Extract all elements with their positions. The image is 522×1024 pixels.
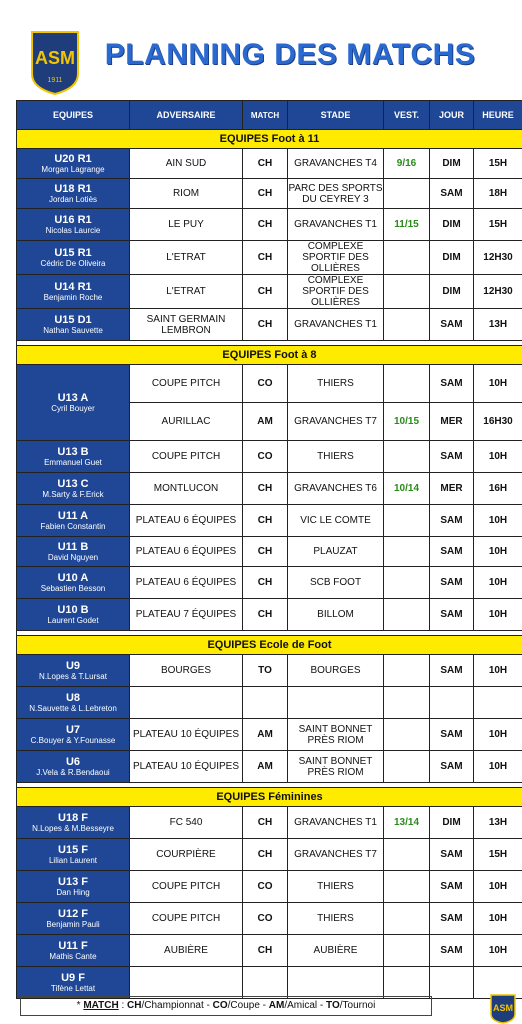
stadium-cell: GRAVANCHES T1 — [288, 807, 384, 839]
table-row — [17, 505, 522, 537]
coach-name: N.Lopes & M.Besseyre — [32, 823, 114, 833]
table-row — [17, 935, 522, 967]
team-cell — [17, 567, 130, 599]
team-name: U15 D1 — [54, 313, 92, 326]
coach-name: Sebastien Besson — [40, 583, 106, 593]
match-type-cell: CH — [243, 935, 288, 967]
coach-name: Nicolas Laurcie — [45, 225, 101, 235]
opponent-cell: L'ETRAT — [130, 241, 243, 275]
stadium-cell: PLAUZAT — [288, 537, 384, 567]
col-match: MATCH — [243, 101, 288, 130]
day-cell: SAM — [430, 903, 474, 935]
match-type-cell: AM — [243, 751, 288, 783]
match-type-cell: AM — [243, 719, 288, 751]
coach-name: Laurent Godet — [47, 615, 99, 625]
day-cell: SAM — [430, 567, 474, 599]
day-cell: SAM — [430, 179, 474, 209]
team-name: U8 — [65, 691, 81, 704]
match-type-cell: CO — [243, 365, 288, 403]
coach-name: Tifène Lettat — [50, 983, 96, 993]
section-label: EQUIPES Foot à 8 — [17, 346, 522, 365]
coach-name: Dan Hing — [56, 887, 90, 897]
table-row — [17, 719, 522, 751]
team-name: U20 R1 — [54, 152, 92, 165]
stadium-cell: THIERS — [288, 365, 384, 403]
club-logo-small — [490, 994, 516, 1024]
opponent-cell: LE PUY — [130, 209, 243, 241]
table-row — [17, 275, 522, 309]
vest-cell — [384, 839, 430, 871]
team-name: U13 A — [57, 391, 89, 404]
vest-cell — [384, 871, 430, 903]
vest-cell — [384, 505, 430, 537]
opponent-cell: PLATEAU 6 ÉQUIPES — [130, 505, 243, 537]
coach-name: Jordan Lotiès — [48, 194, 98, 204]
team-name: U7 — [65, 723, 81, 736]
stadium-cell: COMPLEXE SPORTIF DES OLLIÈRES — [288, 241, 384, 275]
day-cell: DIM — [430, 275, 474, 309]
coach-name: C.Bouyer & Y.Founasse — [30, 735, 116, 745]
match-type-cell: CH — [243, 807, 288, 839]
opponent-cell: COUPE PITCH — [130, 903, 243, 935]
vest-cell: 13/14 — [384, 807, 430, 839]
time-cell: 15H — [474, 209, 522, 241]
section-label: EQUIPES Foot à 11 — [17, 130, 522, 149]
day-cell: SAM — [430, 719, 474, 751]
coach-name: Cédric De Oliveira — [40, 258, 106, 268]
table-row — [17, 179, 522, 209]
vest-cell — [384, 935, 430, 967]
opponent-cell: SAINT GERMAIN LEMBRON — [130, 309, 243, 341]
match-type-cell: CH — [243, 275, 288, 309]
day-cell: MER — [430, 403, 474, 441]
time-cell: 10H — [474, 871, 522, 903]
match-type-cell: CH — [243, 537, 288, 567]
time-cell — [474, 687, 522, 719]
time-cell: 13H — [474, 807, 522, 839]
team-name: U9 F — [61, 971, 85, 984]
table-row — [17, 687, 522, 719]
table-row — [17, 567, 522, 599]
team-name: U18 F — [58, 811, 88, 824]
time-cell: 13H — [474, 309, 522, 341]
logo-text: ASM — [35, 48, 75, 68]
table-row — [17, 441, 522, 473]
table-row — [17, 365, 522, 403]
day-cell: SAM — [430, 655, 474, 687]
team-name: U11 F — [58, 939, 88, 952]
match-type-cell — [243, 687, 288, 719]
coach-name: Nathan Sauvette — [43, 325, 103, 335]
vest-cell — [384, 537, 430, 567]
opponent-cell: MONTLUCON — [130, 473, 243, 505]
stadium-cell: GRAVANCHES T7 — [288, 403, 384, 441]
team-name: U11 A — [57, 509, 89, 522]
match-type-cell: CH — [243, 599, 288, 631]
stadium-cell: THIERS — [288, 903, 384, 935]
section-label: EQUIPES Féminines — [17, 788, 522, 807]
team-name: U14 R1 — [54, 280, 92, 293]
stadium-cell: BOURGES — [288, 655, 384, 687]
stadium-cell: GRAVANCHES T7 — [288, 839, 384, 871]
coach-name: Lilian Laurent — [48, 855, 98, 865]
time-cell: 10H — [474, 903, 522, 935]
stadium-cell — [288, 687, 384, 719]
team-cell — [17, 903, 130, 935]
team-name: U15 F — [58, 843, 88, 856]
col-stade: STADE — [288, 101, 384, 130]
stadium-cell: THIERS — [288, 871, 384, 903]
header-row — [17, 101, 522, 130]
day-cell — [430, 967, 474, 999]
stadium-cell — [288, 967, 384, 999]
svg-text:ASM: ASM — [493, 1003, 513, 1013]
vest-cell: 9/16 — [384, 149, 430, 179]
match-type-cell: AM — [243, 403, 288, 441]
match-type-cell: CO — [243, 903, 288, 935]
table-row — [17, 599, 522, 631]
table-row — [17, 655, 522, 687]
team-name: U18 R1 — [54, 182, 92, 195]
team-cell — [17, 871, 130, 903]
team-name: U16 R1 — [54, 213, 92, 226]
page-title: PLANNING DES MATCHS — [104, 38, 476, 71]
team-cell — [17, 537, 130, 567]
vest-cell — [384, 179, 430, 209]
coach-name: Emmanuel Guet — [44, 457, 102, 467]
coach-name: Benjamin Roche — [43, 292, 103, 302]
time-cell: 12H30 — [474, 241, 522, 275]
day-cell: SAM — [430, 537, 474, 567]
opponent-cell: COUPE PITCH — [130, 441, 243, 473]
table-row — [17, 967, 522, 999]
col-vest: VEST. — [384, 101, 430, 130]
day-cell: SAM — [430, 871, 474, 903]
table-row — [17, 241, 522, 275]
col-equipes: EQUIPES — [17, 101, 130, 130]
stadium-cell: AUBIÈRE — [288, 935, 384, 967]
team-cell — [17, 179, 130, 209]
opponent-cell: PLATEAU 10 ÉQUIPES — [130, 751, 243, 783]
vest-cell — [384, 309, 430, 341]
stadium-cell: SCB FOOT — [288, 567, 384, 599]
match-type-cell: CO — [243, 441, 288, 473]
opponent-cell: AUBIÈRE — [130, 935, 243, 967]
opponent-cell — [130, 967, 243, 999]
vest-cell — [384, 719, 430, 751]
day-cell: SAM — [430, 599, 474, 631]
opponent-cell: PLATEAU 10 ÉQUIPES — [130, 719, 243, 751]
team-name: U9 — [65, 659, 81, 672]
stadium-cell: VIC LE COMTE — [288, 505, 384, 537]
table-row — [17, 807, 522, 839]
match-type-cell: CH — [243, 505, 288, 537]
opponent-cell — [130, 687, 243, 719]
col-jour: JOUR — [430, 101, 474, 130]
vest-cell — [384, 241, 430, 275]
time-cell: 15H — [474, 839, 522, 871]
table-row — [17, 309, 522, 341]
coach-name: David Nguyen — [47, 552, 99, 562]
table-row — [17, 473, 522, 505]
col-heure: HEURE — [474, 101, 522, 130]
match-type-cell: CH — [243, 209, 288, 241]
team-cell — [17, 209, 130, 241]
team-name: U13 B — [57, 445, 89, 458]
team-cell — [17, 751, 130, 783]
team-name: U10 A — [57, 571, 89, 584]
day-cell: SAM — [430, 751, 474, 783]
time-cell: 15H — [474, 149, 522, 179]
team-cell — [17, 473, 130, 505]
team-cell — [17, 505, 130, 537]
team-cell — [17, 275, 130, 309]
section-header-row — [17, 130, 522, 149]
opponent-cell: BOURGES — [130, 655, 243, 687]
vest-cell: 11/15 — [384, 209, 430, 241]
time-cell: 16H — [474, 473, 522, 505]
time-cell: 10H — [474, 567, 522, 599]
team-name: U13 F — [58, 875, 88, 888]
team-cell — [17, 149, 130, 179]
coach-name: Cyril Bouyer — [51, 403, 95, 413]
day-cell — [430, 687, 474, 719]
coach-name: N.Lopes & T.Lursat — [39, 671, 107, 681]
section-label: EQUIPES Ecole de Foot — [17, 636, 522, 655]
vest-cell — [384, 275, 430, 309]
opponent-cell: COUPE PITCH — [130, 871, 243, 903]
table-row — [17, 871, 522, 903]
vest-cell — [384, 599, 430, 631]
day-cell: DIM — [430, 807, 474, 839]
logo-year: 1911 — [47, 77, 63, 84]
team-cell — [17, 599, 130, 631]
time-cell: 10H — [474, 537, 522, 567]
opponent-cell: COUPE PITCH — [130, 365, 243, 403]
stadium-cell: SAINT BONNET PRÈS RIOM — [288, 751, 384, 783]
stadium-cell: GRAVANCHES T1 — [288, 209, 384, 241]
vest-cell — [384, 903, 430, 935]
opponent-cell: PLATEAU 6 ÉQUIPES — [130, 567, 243, 599]
team-cell — [17, 687, 130, 719]
team-name: U15 R1 — [54, 246, 92, 259]
day-cell: DIM — [430, 209, 474, 241]
match-legend: * MATCH : CH/Championnat - CO/Coupe - AM/Amical - TO/Tournoi — [20, 996, 432, 1016]
day-cell: DIM — [430, 149, 474, 179]
match-type-cell: CH — [243, 179, 288, 209]
table-row — [17, 149, 522, 179]
team-cell — [17, 935, 130, 967]
team-cell — [17, 309, 130, 341]
team-cell — [17, 365, 130, 441]
match-type-cell: CH — [243, 473, 288, 505]
opponent-cell: AURILLAC — [130, 403, 243, 441]
vest-cell — [384, 687, 430, 719]
time-cell: 10H — [474, 719, 522, 751]
time-cell: 16H30 — [474, 403, 522, 441]
section-header-row — [17, 346, 522, 365]
schedule-table — [16, 100, 522, 999]
match-type-cell: CH — [243, 839, 288, 871]
opponent-cell: PLATEAU 7 ÉQUIPES — [130, 599, 243, 631]
team-cell — [17, 241, 130, 275]
opponent-cell: PLATEAU 6 ÉQUIPES — [130, 537, 243, 567]
stadium-cell: SAINT BONNET PRÈS RIOM — [288, 719, 384, 751]
time-cell: 12H30 — [474, 275, 522, 309]
time-cell: 10H — [474, 751, 522, 783]
team-cell — [17, 807, 130, 839]
day-cell: MER — [430, 473, 474, 505]
stadium-cell: THIERS — [288, 441, 384, 473]
section-header-row — [17, 788, 522, 807]
team-cell — [17, 719, 130, 751]
coach-name: J.Vela & R.Bendaoui — [36, 767, 110, 777]
team-cell — [17, 839, 130, 871]
coach-name: Fabien Constantin — [40, 521, 106, 531]
club-logo — [30, 30, 80, 96]
vest-cell — [384, 441, 430, 473]
team-cell — [17, 441, 130, 473]
day-cell: SAM — [430, 309, 474, 341]
table-row — [17, 751, 522, 783]
opponent-cell: L'ETRAT — [130, 275, 243, 309]
day-cell: SAM — [430, 935, 474, 967]
opponent-cell: AIN SUD — [130, 149, 243, 179]
time-cell: 18H — [474, 179, 522, 209]
day-cell: SAM — [430, 839, 474, 871]
team-name: U12 F — [58, 907, 88, 920]
team-name: U13 C — [57, 477, 89, 490]
team-name: U11 B — [57, 540, 89, 553]
vest-cell: 10/15 — [384, 403, 430, 441]
table-row — [17, 903, 522, 935]
table-row — [17, 839, 522, 871]
opponent-cell: FC 540 — [130, 807, 243, 839]
coach-name: Benjamin Pauli — [46, 919, 100, 929]
time-cell: 10H — [474, 935, 522, 967]
time-cell: 10H — [474, 655, 522, 687]
coach-name: Mathis Cante — [49, 951, 97, 961]
stadium-cell: PARC DES SPORTS DU CEYREY 3 — [288, 179, 384, 209]
day-cell: DIM — [430, 241, 474, 275]
day-cell: SAM — [430, 505, 474, 537]
vest-cell — [384, 655, 430, 687]
opponent-cell: COURPIÈRE — [130, 839, 243, 871]
match-type-cell — [243, 967, 288, 999]
team-name: U10 B — [57, 603, 89, 616]
time-cell: 10H — [474, 505, 522, 537]
section-header-row — [17, 636, 522, 655]
vest-cell: 10/14 — [384, 473, 430, 505]
vest-cell — [384, 967, 430, 999]
coach-name: Morgan Lagrange — [41, 164, 105, 174]
stadium-cell: BILLOM — [288, 599, 384, 631]
stadium-cell: GRAVANCHES T4 — [288, 149, 384, 179]
time-cell: 10H — [474, 599, 522, 631]
match-type-cell: CO — [243, 871, 288, 903]
day-cell: SAM — [430, 365, 474, 403]
coach-name: N.Sauvette & L.Lebreton — [29, 703, 117, 713]
vest-cell — [384, 751, 430, 783]
stadium-cell: COMPLEXE SPORTIF DES OLLIÈRES — [288, 275, 384, 309]
match-type-cell: TO — [243, 655, 288, 687]
opponent-cell: RIOM — [130, 179, 243, 209]
match-type-cell: CH — [243, 149, 288, 179]
day-cell: SAM — [430, 441, 474, 473]
table-row — [17, 209, 522, 241]
coach-name: M.Sarty & F.Erick — [42, 489, 104, 499]
col-adversaire: ADVERSAIRE — [130, 101, 243, 130]
team-cell — [17, 967, 130, 999]
stadium-cell: GRAVANCHES T6 — [288, 473, 384, 505]
team-name: U6 — [65, 755, 81, 768]
stadium-cell: GRAVANCHES T1 — [288, 309, 384, 341]
match-type-cell: CH — [243, 241, 288, 275]
match-type-cell: CH — [243, 309, 288, 341]
vest-cell — [384, 365, 430, 403]
time-cell: 10H — [474, 441, 522, 473]
team-cell — [17, 655, 130, 687]
time-cell: 10H — [474, 365, 522, 403]
table-row — [17, 537, 522, 567]
vest-cell — [384, 567, 430, 599]
match-type-cell: CH — [243, 567, 288, 599]
